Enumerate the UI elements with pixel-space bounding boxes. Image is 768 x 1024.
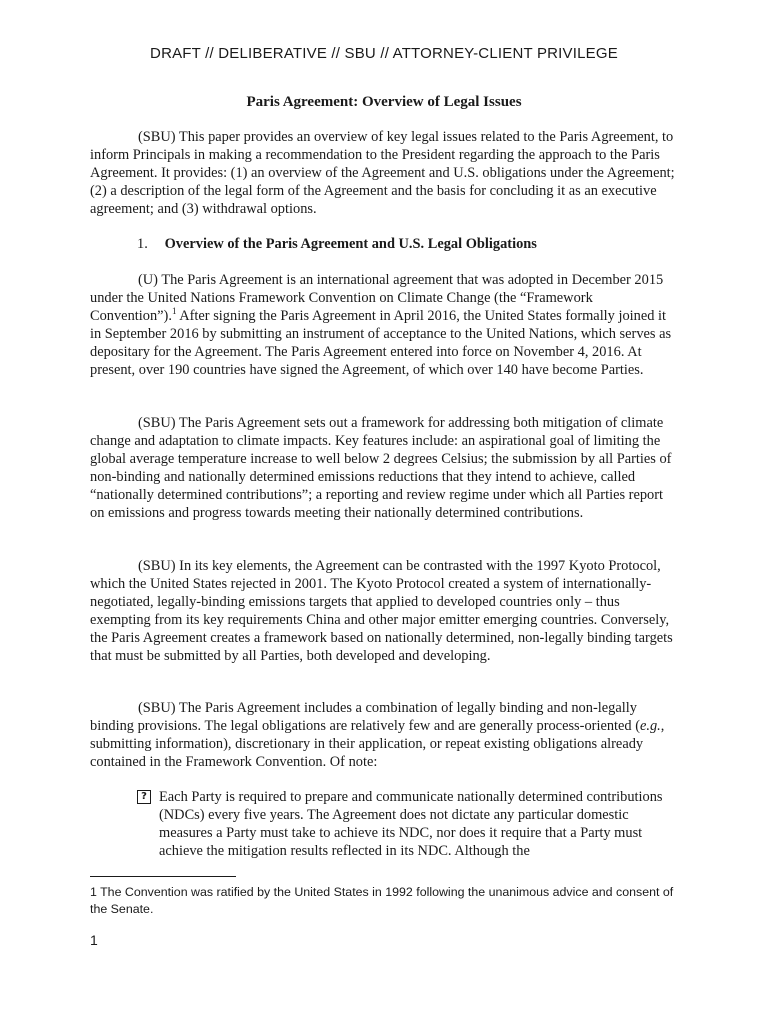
- paragraph-legal-after: , submitting information), discretionary in their application, or repeat existing obligations already contained in the Framework Convention. Of note:: [90, 718, 665, 770]
- paragraph-legal-italic: e.g.: [640, 718, 661, 734]
- paragraph-legal-before: (SBU) The Paris Agreement includes a combination of legally binding and non-legally binding provisions. The legal obligations are relatively few and are generally process-oriented (: [90, 700, 640, 734]
- paragraph-framework: [90, 414, 680, 522]
- bullet-ndc: [137, 788, 682, 860]
- footnote-reference[interactable]: 1: [171, 306, 177, 317]
- paragraph-kyoto: [90, 557, 680, 665]
- section-1-title: Overview of the Paris Agreement and U.S. Legal Obligations: [164, 236, 537, 252]
- paragraph-overview-after: After signing the Paris Agreement in April 2016, the United States formally joined it in September 2016 by submitting an instrument of acceptance to the United Nations, which serves as depositary for the Agreement. The Paris Agreement entered into force on November 4, 2016. At present, over 190 countries have signed the Agreement, of which over 140 have become Parties.: [90, 308, 672, 378]
- paragraph-overview-before: (U) The Paris Agreement is an international agreement that was adopted in December 2015 under the United Nations Framework Convention on Climate Change (the “Framework Convention”).: [90, 272, 664, 324]
- paragraph-legal-provisions: [90, 699, 680, 771]
- section-1-heading: [137, 236, 537, 253]
- footnote-1: 1 The Convention was ratified by the United States in 1992 following the unanimous advice and consent of the Senate.: [90, 885, 674, 916]
- intro-paragraph: [90, 128, 680, 218]
- section-1-number: 1.: [137, 236, 148, 252]
- footnote-divider: [90, 876, 236, 877]
- paragraph-kyoto-text: (SBU) In its key elements, the Agreement can be contrasted with the 1997 Kyoto Protocol, which the United States rejected in 2001. The Kyoto Protocol created a system of internationally-negotiated, legally-binding emissions targets that applied to developed countries only – thus exempting from its key requirements China and other major emitter emerging countries. Conversely, the Paris Agreement creates a framework based on nationally determined, non-legally binding targets that must be submitted by all Parties, both developed and developing.: [90, 558, 673, 664]
- paragraph-framework-text: (SBU) The Paris Agreement sets out a framework for addressing both mitigation of climate change and adaptation to climate impacts. Key features include: an aspirational goal of limiting the global average temperature increase to well below 2 degrees Celsius; the submission by all Parties of non-binding and nationally determined emissions reductions that they intend to achieve, called “nationally determined contributions”; a reporting and review regime under which all Parties report on emissions and progress towards meeting their nationally determined contributions.: [90, 415, 672, 521]
- bullet-ndc-text: Each Party is required to prepare and communicate nationally determined contributions (NDCs) every five years. The Agreement does not dictate any particular domestic measures a Party must take to achieve its NDC, nor does it require that a Party must achieve the mitigation results reflected in its NDC. Although the: [159, 789, 663, 859]
- paragraph-overview: [90, 271, 680, 379]
- intro-paragraph-text: (SBU) This paper provides an overview of key legal issues related to the Paris Agreement, to inform Principals in making a recommendation to the President regarding the approach to the Paris Agreement. It provides: (1) an overview of the Agreement and U.S. obligations under the Agreement; (2) a description of the legal form of the Agreement and the basis for concluding it as an executive agreement; and (3) withdrawal options.: [90, 129, 675, 217]
- page-number: 1: [90, 932, 98, 948]
- question-box-icon: ?: [137, 790, 151, 804]
- document-title: Paris Agreement: Overview of Legal Issues: [246, 94, 522, 110]
- classification-header: DRAFT // DELIBERATIVE // SBU // ATTORNEY-CLIENT PRIVILEGE: [150, 45, 618, 62]
